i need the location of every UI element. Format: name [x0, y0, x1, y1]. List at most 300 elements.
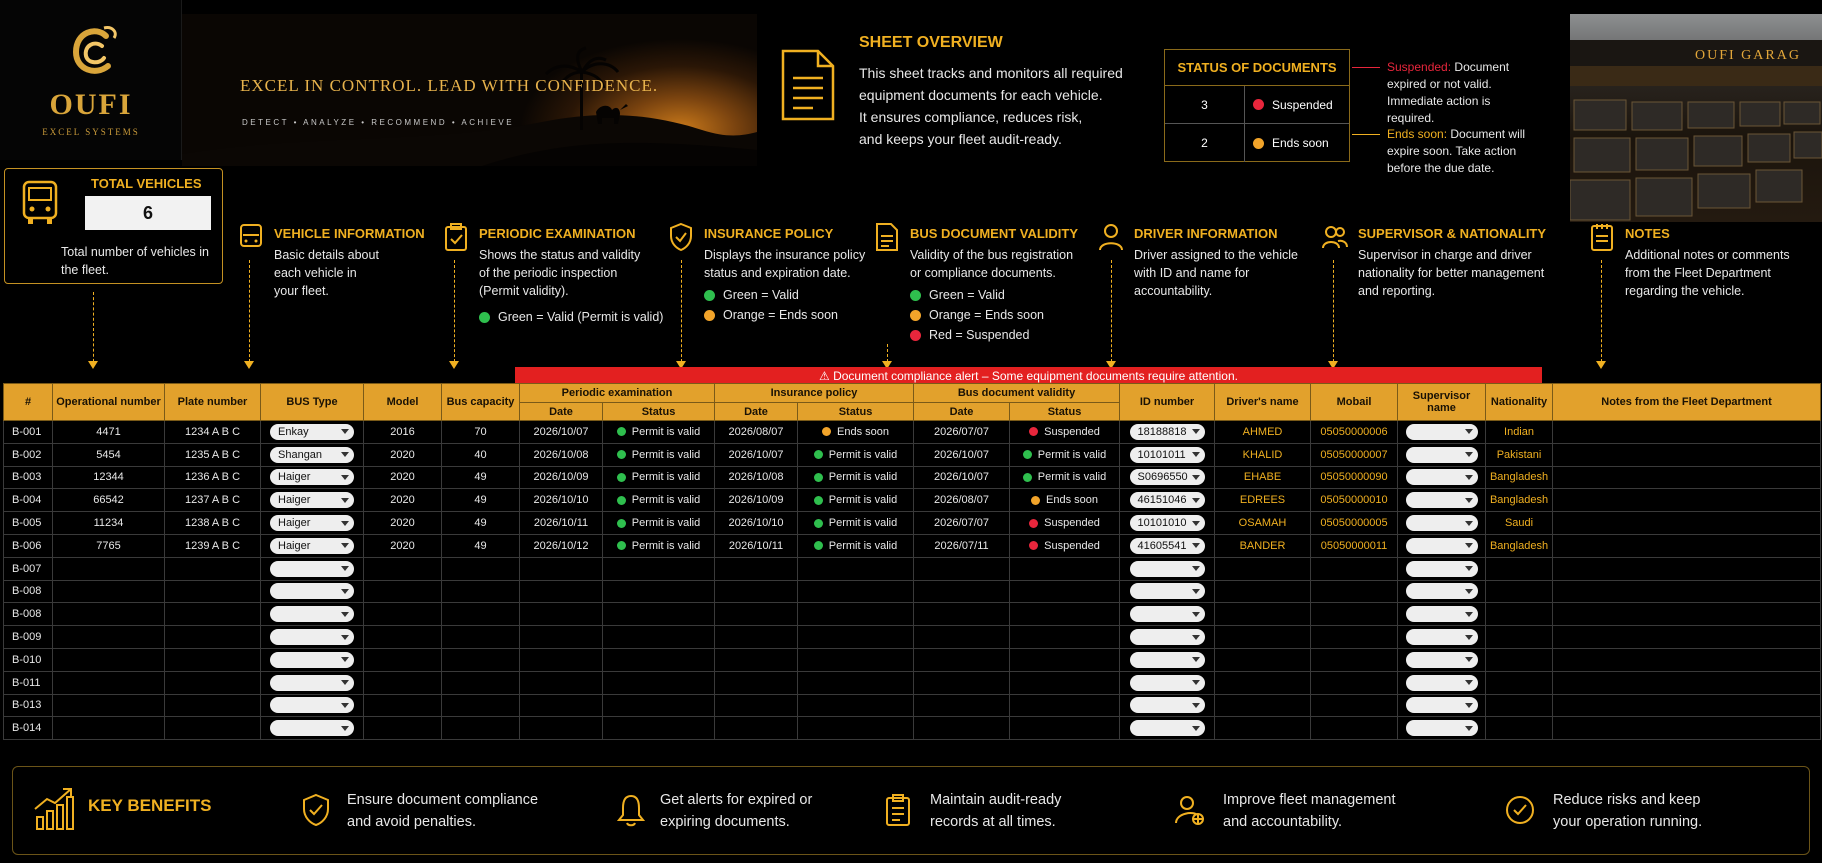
id-number-cell[interactable] [1120, 580, 1215, 603]
pe-status[interactable] [603, 489, 715, 512]
ins-status[interactable] [798, 648, 914, 671]
bd-date[interactable] [914, 671, 1010, 694]
row-id[interactable]: B-001 [4, 421, 53, 444]
operational-number[interactable] [53, 694, 165, 717]
table-row[interactable] [4, 648, 1821, 671]
model[interactable]: 2020 [364, 512, 442, 535]
bd-date[interactable]: 2026/07/07 [914, 512, 1010, 535]
pe-date[interactable] [520, 694, 603, 717]
bus-type-dropdown[interactable] [270, 538, 354, 554]
id-number-cell[interactable] [1120, 443, 1215, 466]
bus-capacity[interactable]: 40 [442, 443, 520, 466]
table-row[interactable] [4, 694, 1821, 717]
supervisor-dropdown[interactable] [1406, 606, 1478, 622]
id-number-cell[interactable] [1120, 421, 1215, 444]
row-id[interactable]: B-003 [4, 466, 53, 489]
plate-number[interactable] [165, 603, 261, 626]
notes[interactable] [1553, 421, 1821, 444]
bus-type-dropdown[interactable] [270, 720, 354, 736]
col-header-mobile[interactable]: Mobail [1311, 384, 1398, 421]
supervisor-cell[interactable] [1398, 489, 1486, 512]
supervisor-dropdown[interactable] [1406, 515, 1478, 531]
col-group-insurance[interactable]: Insurance policy [715, 384, 914, 403]
bd-date[interactable] [914, 626, 1010, 649]
id-number-cell[interactable] [1120, 512, 1215, 535]
nationality[interactable]: Bangladesh [1486, 534, 1553, 557]
pe-status[interactable] [603, 671, 715, 694]
id-number-cell[interactable] [1120, 694, 1215, 717]
driver-name[interactable] [1215, 603, 1311, 626]
col-group-busdoc[interactable]: Bus document validity [914, 384, 1120, 403]
supervisor-dropdown[interactable] [1406, 447, 1478, 463]
pe-date[interactable]: 2026/10/09 [520, 466, 603, 489]
mobile[interactable] [1311, 648, 1398, 671]
operational-number[interactable] [53, 580, 165, 603]
notes[interactable] [1553, 443, 1821, 466]
notes[interactable] [1553, 580, 1821, 603]
nationality[interactable]: Bangladesh [1486, 489, 1553, 512]
supervisor-dropdown[interactable] [1406, 583, 1478, 599]
notes[interactable] [1553, 466, 1821, 489]
pe-date[interactable] [520, 717, 603, 740]
id-number-dropdown[interactable] [1130, 652, 1205, 668]
bd-status[interactable] [1010, 489, 1120, 512]
col-header-driver[interactable]: Driver's name [1215, 384, 1311, 421]
bus-type-cell[interactable] [261, 421, 364, 444]
bd-date[interactable]: 2026/08/07 [914, 489, 1010, 512]
col-header-notes[interactable]: Notes from the Fleet Department [1553, 384, 1821, 421]
supervisor-dropdown[interactable] [1406, 538, 1478, 554]
table-row[interactable] [4, 466, 1821, 489]
bus-capacity[interactable]: 49 [442, 489, 520, 512]
row-id[interactable]: B-009 [4, 626, 53, 649]
driver-name[interactable]: BANDER [1215, 534, 1311, 557]
ins-date[interactable]: 2026/10/11 [715, 534, 798, 557]
pe-date[interactable]: 2026/10/11 [520, 512, 603, 535]
pe-status[interactable] [603, 466, 715, 489]
plate-number[interactable]: 1236 A B C [165, 466, 261, 489]
bd-date[interactable]: 2026/07/07 [914, 421, 1010, 444]
notes[interactable] [1553, 557, 1821, 580]
mobile[interactable] [1311, 717, 1398, 740]
pe-status[interactable] [603, 557, 715, 580]
operational-number[interactable] [53, 671, 165, 694]
driver-name[interactable] [1215, 717, 1311, 740]
pe-date[interactable] [520, 603, 603, 626]
ins-date[interactable] [715, 603, 798, 626]
supervisor-cell[interactable] [1398, 626, 1486, 649]
notes[interactable] [1553, 603, 1821, 626]
table-row[interactable] [4, 580, 1821, 603]
bd-date[interactable] [914, 557, 1010, 580]
plate-number[interactable] [165, 694, 261, 717]
bus-type-cell[interactable] [261, 671, 364, 694]
ins-status[interactable] [798, 466, 914, 489]
ins-status[interactable] [798, 671, 914, 694]
model[interactable] [364, 694, 442, 717]
col-header-plate[interactable]: Plate number [165, 384, 261, 421]
ins-status[interactable] [798, 603, 914, 626]
ins-status[interactable] [798, 489, 914, 512]
operational-number[interactable]: 5454 [53, 443, 165, 466]
supervisor-cell[interactable] [1398, 580, 1486, 603]
model[interactable]: 2020 [364, 443, 442, 466]
plate-number[interactable]: 1237 A B C [165, 489, 261, 512]
bus-type-dropdown[interactable] [270, 492, 354, 508]
ins-status[interactable] [798, 421, 914, 444]
pe-status[interactable] [603, 421, 715, 444]
model[interactable] [364, 648, 442, 671]
ins-date[interactable] [715, 580, 798, 603]
col-header-capacity[interactable]: Bus capacity [442, 384, 520, 421]
model[interactable]: 2016 [364, 421, 442, 444]
bd-status[interactable] [1010, 694, 1120, 717]
notes[interactable] [1553, 671, 1821, 694]
id-number-cell[interactable] [1120, 603, 1215, 626]
bus-capacity[interactable]: 49 [442, 512, 520, 535]
id-number-cell[interactable] [1120, 489, 1215, 512]
row-id[interactable]: B-006 [4, 534, 53, 557]
col-header-bd-status[interactable]: Status [1010, 403, 1120, 421]
bus-capacity[interactable] [442, 694, 520, 717]
driver-name[interactable]: AHMED [1215, 421, 1311, 444]
id-number-cell[interactable] [1120, 466, 1215, 489]
operational-number[interactable] [53, 626, 165, 649]
bd-date[interactable] [914, 717, 1010, 740]
col-header-supervisor[interactable]: Supervisor name [1398, 384, 1486, 421]
bd-status[interactable] [1010, 534, 1120, 557]
driver-name[interactable] [1215, 671, 1311, 694]
table-row[interactable] [4, 534, 1821, 557]
id-number-dropdown[interactable] [1130, 515, 1205, 531]
bd-status[interactable] [1010, 466, 1120, 489]
id-number-dropdown[interactable] [1130, 447, 1205, 463]
id-number-dropdown[interactable] [1130, 720, 1205, 736]
row-id[interactable]: B-011 [4, 671, 53, 694]
model[interactable] [364, 626, 442, 649]
bus-type-dropdown[interactable] [270, 697, 354, 713]
col-group-periodic[interactable]: Periodic examination [520, 384, 715, 403]
bd-date[interactable]: 2026/07/11 [914, 534, 1010, 557]
ins-date[interactable]: 2026/10/09 [715, 489, 798, 512]
bd-status[interactable] [1010, 626, 1120, 649]
bd-status[interactable] [1010, 648, 1120, 671]
id-number-cell[interactable] [1120, 626, 1215, 649]
ins-status[interactable] [798, 557, 914, 580]
row-id[interactable]: B-004 [4, 489, 53, 512]
model[interactable]: 2020 [364, 466, 442, 489]
operational-number[interactable]: 11234 [53, 512, 165, 535]
ins-date[interactable]: 2026/10/10 [715, 512, 798, 535]
bus-type-dropdown[interactable] [270, 652, 354, 668]
supervisor-cell[interactable] [1398, 421, 1486, 444]
id-number-dropdown[interactable] [1130, 583, 1205, 599]
bd-status[interactable] [1010, 512, 1120, 535]
pe-date[interactable]: 2026/10/12 [520, 534, 603, 557]
col-header-id[interactable]: ID number [1120, 384, 1215, 421]
operational-number[interactable]: 4471 [53, 421, 165, 444]
id-number-cell[interactable] [1120, 534, 1215, 557]
supervisor-cell[interactable] [1398, 671, 1486, 694]
bus-type-dropdown[interactable] [270, 561, 354, 577]
supervisor-dropdown[interactable] [1406, 469, 1478, 485]
col-header-pe-status[interactable]: Status [603, 403, 715, 421]
supervisor-cell[interactable] [1398, 717, 1486, 740]
supervisor-cell[interactable] [1398, 466, 1486, 489]
model[interactable] [364, 580, 442, 603]
ins-status[interactable] [798, 626, 914, 649]
bus-capacity[interactable] [442, 626, 520, 649]
bus-capacity[interactable]: 49 [442, 534, 520, 557]
pe-date[interactable] [520, 580, 603, 603]
id-number-cell[interactable] [1120, 717, 1215, 740]
bus-type-cell[interactable] [261, 534, 364, 557]
mobile[interactable]: 05050000011 [1311, 534, 1398, 557]
bus-capacity[interactable] [442, 648, 520, 671]
bus-type-dropdown[interactable] [270, 583, 354, 599]
mobile[interactable] [1311, 694, 1398, 717]
supervisor-cell[interactable] [1398, 534, 1486, 557]
driver-name[interactable]: EHABE [1215, 466, 1311, 489]
mobile[interactable]: 05050000006 [1311, 421, 1398, 444]
bus-capacity[interactable] [442, 580, 520, 603]
nationality[interactable] [1486, 557, 1553, 580]
supervisor-dropdown[interactable] [1406, 424, 1478, 440]
mobile[interactable]: 05050000010 [1311, 489, 1398, 512]
bus-type-cell[interactable] [261, 648, 364, 671]
ins-status[interactable] [798, 443, 914, 466]
driver-name[interactable]: OSAMAH [1215, 512, 1311, 535]
bus-capacity[interactable] [442, 557, 520, 580]
pe-status[interactable] [603, 443, 715, 466]
model[interactable] [364, 671, 442, 694]
pe-date[interactable] [520, 671, 603, 694]
operational-number[interactable] [53, 557, 165, 580]
plate-number[interactable] [165, 557, 261, 580]
pe-date[interactable]: 2026/10/10 [520, 489, 603, 512]
col-header-nationality[interactable]: Nationality [1486, 384, 1553, 421]
bus-capacity[interactable] [442, 603, 520, 626]
bd-status[interactable] [1010, 671, 1120, 694]
bus-type-dropdown[interactable] [270, 629, 354, 645]
bus-type-cell[interactable] [261, 512, 364, 535]
supervisor-dropdown[interactable] [1406, 492, 1478, 508]
supervisor-cell[interactable] [1398, 512, 1486, 535]
col-header-bd-date[interactable]: Date [914, 403, 1010, 421]
plate-number[interactable]: 1235 A B C [165, 443, 261, 466]
plate-number[interactable] [165, 671, 261, 694]
table-row[interactable] [4, 512, 1821, 535]
ins-date[interactable] [715, 694, 798, 717]
operational-number[interactable]: 66542 [53, 489, 165, 512]
bus-type-cell[interactable] [261, 443, 364, 466]
bus-type-cell[interactable] [261, 557, 364, 580]
notes[interactable] [1553, 626, 1821, 649]
ins-date[interactable] [715, 626, 798, 649]
ins-date[interactable]: 2026/10/07 [715, 443, 798, 466]
nationality[interactable]: Pakistani [1486, 443, 1553, 466]
model[interactable] [364, 557, 442, 580]
bd-status[interactable] [1010, 603, 1120, 626]
nationality[interactable] [1486, 603, 1553, 626]
mobile[interactable] [1311, 557, 1398, 580]
pe-status[interactable] [603, 512, 715, 535]
operational-number[interactable]: 7765 [53, 534, 165, 557]
driver-name[interactable] [1215, 580, 1311, 603]
bus-type-cell[interactable] [261, 626, 364, 649]
plate-number[interactable] [165, 580, 261, 603]
supervisor-cell[interactable] [1398, 603, 1486, 626]
bd-date[interactable] [914, 580, 1010, 603]
bus-capacity[interactable] [442, 671, 520, 694]
supervisor-dropdown[interactable] [1406, 675, 1478, 691]
table-row[interactable] [4, 626, 1821, 649]
bus-type-cell[interactable] [261, 466, 364, 489]
bus-type-dropdown[interactable] [270, 606, 354, 622]
row-id[interactable]: B-014 [4, 717, 53, 740]
supervisor-cell[interactable] [1398, 694, 1486, 717]
bus-type-cell[interactable] [261, 489, 364, 512]
id-number-dropdown[interactable] [1130, 492, 1205, 508]
id-number-dropdown[interactable] [1130, 538, 1205, 554]
pe-status[interactable] [603, 648, 715, 671]
plate-number[interactable] [165, 648, 261, 671]
col-header-num[interactable]: # [4, 384, 53, 421]
driver-name[interactable] [1215, 557, 1311, 580]
notes[interactable] [1553, 648, 1821, 671]
col-header-bus-type[interactable]: BUS Type [261, 384, 364, 421]
id-number-dropdown[interactable] [1130, 469, 1205, 485]
driver-name[interactable] [1215, 694, 1311, 717]
ins-date[interactable]: 2026/08/07 [715, 421, 798, 444]
plate-number[interactable]: 1239 A B C [165, 534, 261, 557]
id-number-dropdown[interactable] [1130, 629, 1205, 645]
ins-status[interactable] [798, 512, 914, 535]
operational-number[interactable] [53, 717, 165, 740]
col-header-ins-date[interactable]: Date [715, 403, 798, 421]
mobile[interactable]: 05050000007 [1311, 443, 1398, 466]
mobile[interactable] [1311, 626, 1398, 649]
id-number-cell[interactable] [1120, 671, 1215, 694]
row-id[interactable]: B-013 [4, 694, 53, 717]
bd-date[interactable] [914, 694, 1010, 717]
model[interactable] [364, 603, 442, 626]
bd-status[interactable] [1010, 580, 1120, 603]
mobile[interactable]: 05050000090 [1311, 466, 1398, 489]
id-number-cell[interactable] [1120, 557, 1215, 580]
bd-status[interactable] [1010, 443, 1120, 466]
ins-date[interactable]: 2026/10/08 [715, 466, 798, 489]
notes[interactable] [1553, 512, 1821, 535]
row-id[interactable]: B-008 [4, 603, 53, 626]
col-header-ins-status[interactable]: Status [798, 403, 914, 421]
plate-number[interactable] [165, 626, 261, 649]
bd-date[interactable]: 2026/10/07 [914, 466, 1010, 489]
table-row[interactable] [4, 421, 1821, 444]
bd-status[interactable] [1010, 421, 1120, 444]
nationality[interactable] [1486, 648, 1553, 671]
supervisor-cell[interactable] [1398, 557, 1486, 580]
pe-status[interactable] [603, 603, 715, 626]
table-row[interactable] [4, 489, 1821, 512]
notes[interactable] [1553, 534, 1821, 557]
operational-number[interactable] [53, 603, 165, 626]
ins-status[interactable] [798, 580, 914, 603]
nationality[interactable] [1486, 671, 1553, 694]
mobile[interactable]: 05050000005 [1311, 512, 1398, 535]
supervisor-cell[interactable] [1398, 443, 1486, 466]
row-id[interactable]: B-005 [4, 512, 53, 535]
supervisor-dropdown[interactable] [1406, 697, 1478, 713]
row-id[interactable]: B-007 [4, 557, 53, 580]
pe-status[interactable] [603, 717, 715, 740]
table-row[interactable] [4, 671, 1821, 694]
nationality[interactable] [1486, 626, 1553, 649]
pe-date[interactable] [520, 648, 603, 671]
table-row[interactable] [4, 557, 1821, 580]
pe-date[interactable] [520, 626, 603, 649]
bd-status[interactable] [1010, 557, 1120, 580]
pe-date[interactable]: 2026/10/07 [520, 421, 603, 444]
bus-type-dropdown[interactable] [270, 424, 354, 440]
table-row[interactable] [4, 603, 1821, 626]
supervisor-dropdown[interactable] [1406, 561, 1478, 577]
supervisor-dropdown[interactable] [1406, 720, 1478, 736]
ins-status[interactable] [798, 717, 914, 740]
bus-type-cell[interactable] [261, 694, 364, 717]
model[interactable] [364, 717, 442, 740]
bus-capacity[interactable] [442, 717, 520, 740]
nationality[interactable]: Saudi [1486, 512, 1553, 535]
ins-date[interactable] [715, 671, 798, 694]
id-number-dropdown[interactable] [1130, 606, 1205, 622]
model[interactable]: 2020 [364, 534, 442, 557]
nationality[interactable] [1486, 717, 1553, 740]
mobile[interactable] [1311, 671, 1398, 694]
notes[interactable] [1553, 489, 1821, 512]
id-number-dropdown[interactable] [1130, 561, 1205, 577]
table-row[interactable] [4, 717, 1821, 740]
driver-name[interactable]: EDREES [1215, 489, 1311, 512]
bus-type-dropdown[interactable] [270, 447, 354, 463]
driver-name[interactable]: KHALID [1215, 443, 1311, 466]
driver-name[interactable] [1215, 626, 1311, 649]
bus-type-dropdown[interactable] [270, 515, 354, 531]
bus-type-cell[interactable] [261, 580, 364, 603]
driver-name[interactable] [1215, 648, 1311, 671]
nationality[interactable]: Indian [1486, 421, 1553, 444]
plate-number[interactable]: 1238 A B C [165, 512, 261, 535]
supervisor-dropdown[interactable] [1406, 652, 1478, 668]
supervisor-cell[interactable] [1398, 648, 1486, 671]
supervisor-dropdown[interactable] [1406, 629, 1478, 645]
pe-status[interactable] [603, 580, 715, 603]
row-id[interactable]: B-008 [4, 580, 53, 603]
col-header-model[interactable]: Model [364, 384, 442, 421]
bd-date[interactable]: 2026/10/07 [914, 443, 1010, 466]
pe-status[interactable] [603, 534, 715, 557]
ins-date[interactable] [715, 648, 798, 671]
pe-status[interactable] [603, 694, 715, 717]
ins-date[interactable] [715, 557, 798, 580]
bus-type-cell[interactable] [261, 603, 364, 626]
operational-number[interactable]: 12344 [53, 466, 165, 489]
bus-type-dropdown[interactable] [270, 675, 354, 691]
bus-type-cell[interactable] [261, 717, 364, 740]
ins-date[interactable] [715, 717, 798, 740]
id-number-cell[interactable] [1120, 648, 1215, 671]
pe-status[interactable] [603, 626, 715, 649]
